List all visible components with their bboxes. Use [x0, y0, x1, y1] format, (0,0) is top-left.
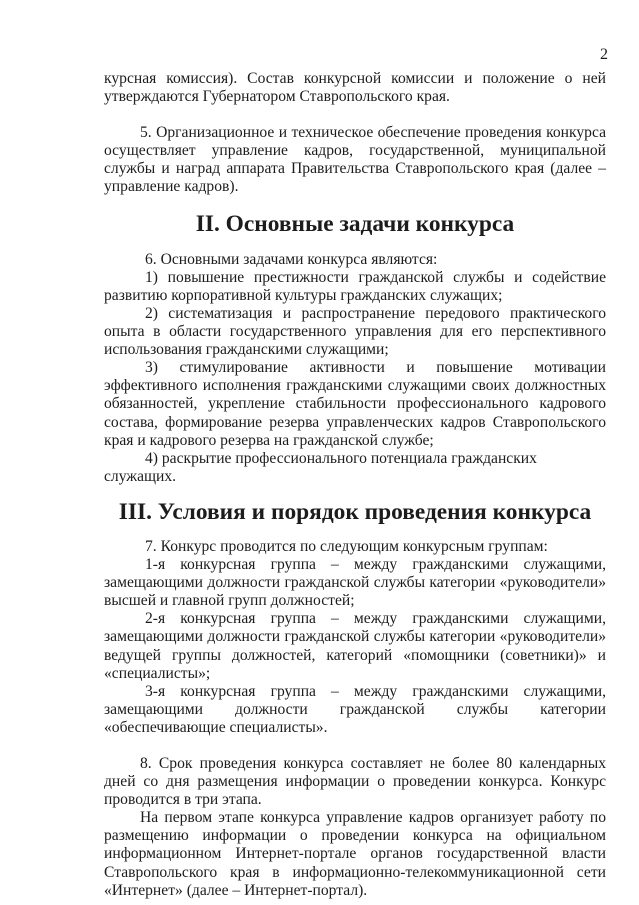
task-item-3: 3) стимулирование активности и повышение мотивации эффективного исполнения гражданскими служащими своих должностных обязанностей, укрепление стабильности профессионального кадрового состава, формирование резерва управленческих кадров Ставропольского края и кадрового резерва на гражданской службе;	[104, 359, 606, 449]
section-heading-3: III. Условия и порядок проведения конкурса	[118, 498, 592, 525]
task-item-4: 4) раскрытие профессионального потенциала гражданских служащих.	[104, 449, 537, 485]
spacer	[104, 737, 606, 755]
paragraph-6-intro: 6. Основными задачами конкурса являются:	[145, 250, 438, 268]
paragraph-continuation: курсная комиссия). Состав конкурсной комиссии и положение о ней утверждаются Губернатором Ставропольского края.	[104, 70, 606, 106]
paragraph-7-intro: 7. Конкурс проводится по следующим конкурсным группам:	[145, 537, 548, 555]
group-item-3: 3-я конкурсная группа – между гражданскими служащими, замещающими должности гражданской службы категории «обеспечивающие специалисты».	[104, 682, 606, 736]
group-item-2: 2-я конкурсная группа – между гражданскими служащими, замещающими должности гражданской службы категории «руководители» ведущей группы должностей, категорий «помощники (советники)» и «специалисты»;	[104, 610, 606, 682]
task-item-2: 2) систематизация и распространение передового практического опыта в области государственного управления для его перспективного использования гражданскими служащими;	[104, 304, 606, 359]
section-heading-2: II. Основные задачи конкурса	[195, 210, 515, 237]
paragraph-8: 8. Срок проведения конкурса составляет не более 80 календарных дней со дня размещения информации о проведении конкурса. Конкурс проводится в три этапа.	[104, 755, 606, 809]
task-item-1: 1) повышение престижности гражданской службы и содействие развитию корпоративной культуры гражданских служащих;	[104, 268, 606, 304]
paragraph-5: 5. Организационное и техническое обеспечение проведения конкурса осуществляет управление кадров, государственной, муниципальной службы и наград аппарата Правительства Ставропольского края (далее – управление кадров).	[104, 124, 606, 196]
document-body	[104, 70, 606, 900]
paragraph-8-stage-1: На первом этапе конкурса управление кадров организует работу по размещению информации о проведении конкурса на официальном информационном Интернет-портале органов государственной власти Ставропольского края в информационно-телекоммуникационной сети «Интернет» (далее – Интернет-портал).	[104, 809, 606, 899]
spacer	[104, 106, 606, 124]
group-item-1: 1-я конкурсная группа – между гражданскими служащими, замещающими должности гражданской службы категории «руководители» высшей и главной групп должностей;	[104, 556, 606, 610]
page-number: 2	[600, 46, 608, 63]
